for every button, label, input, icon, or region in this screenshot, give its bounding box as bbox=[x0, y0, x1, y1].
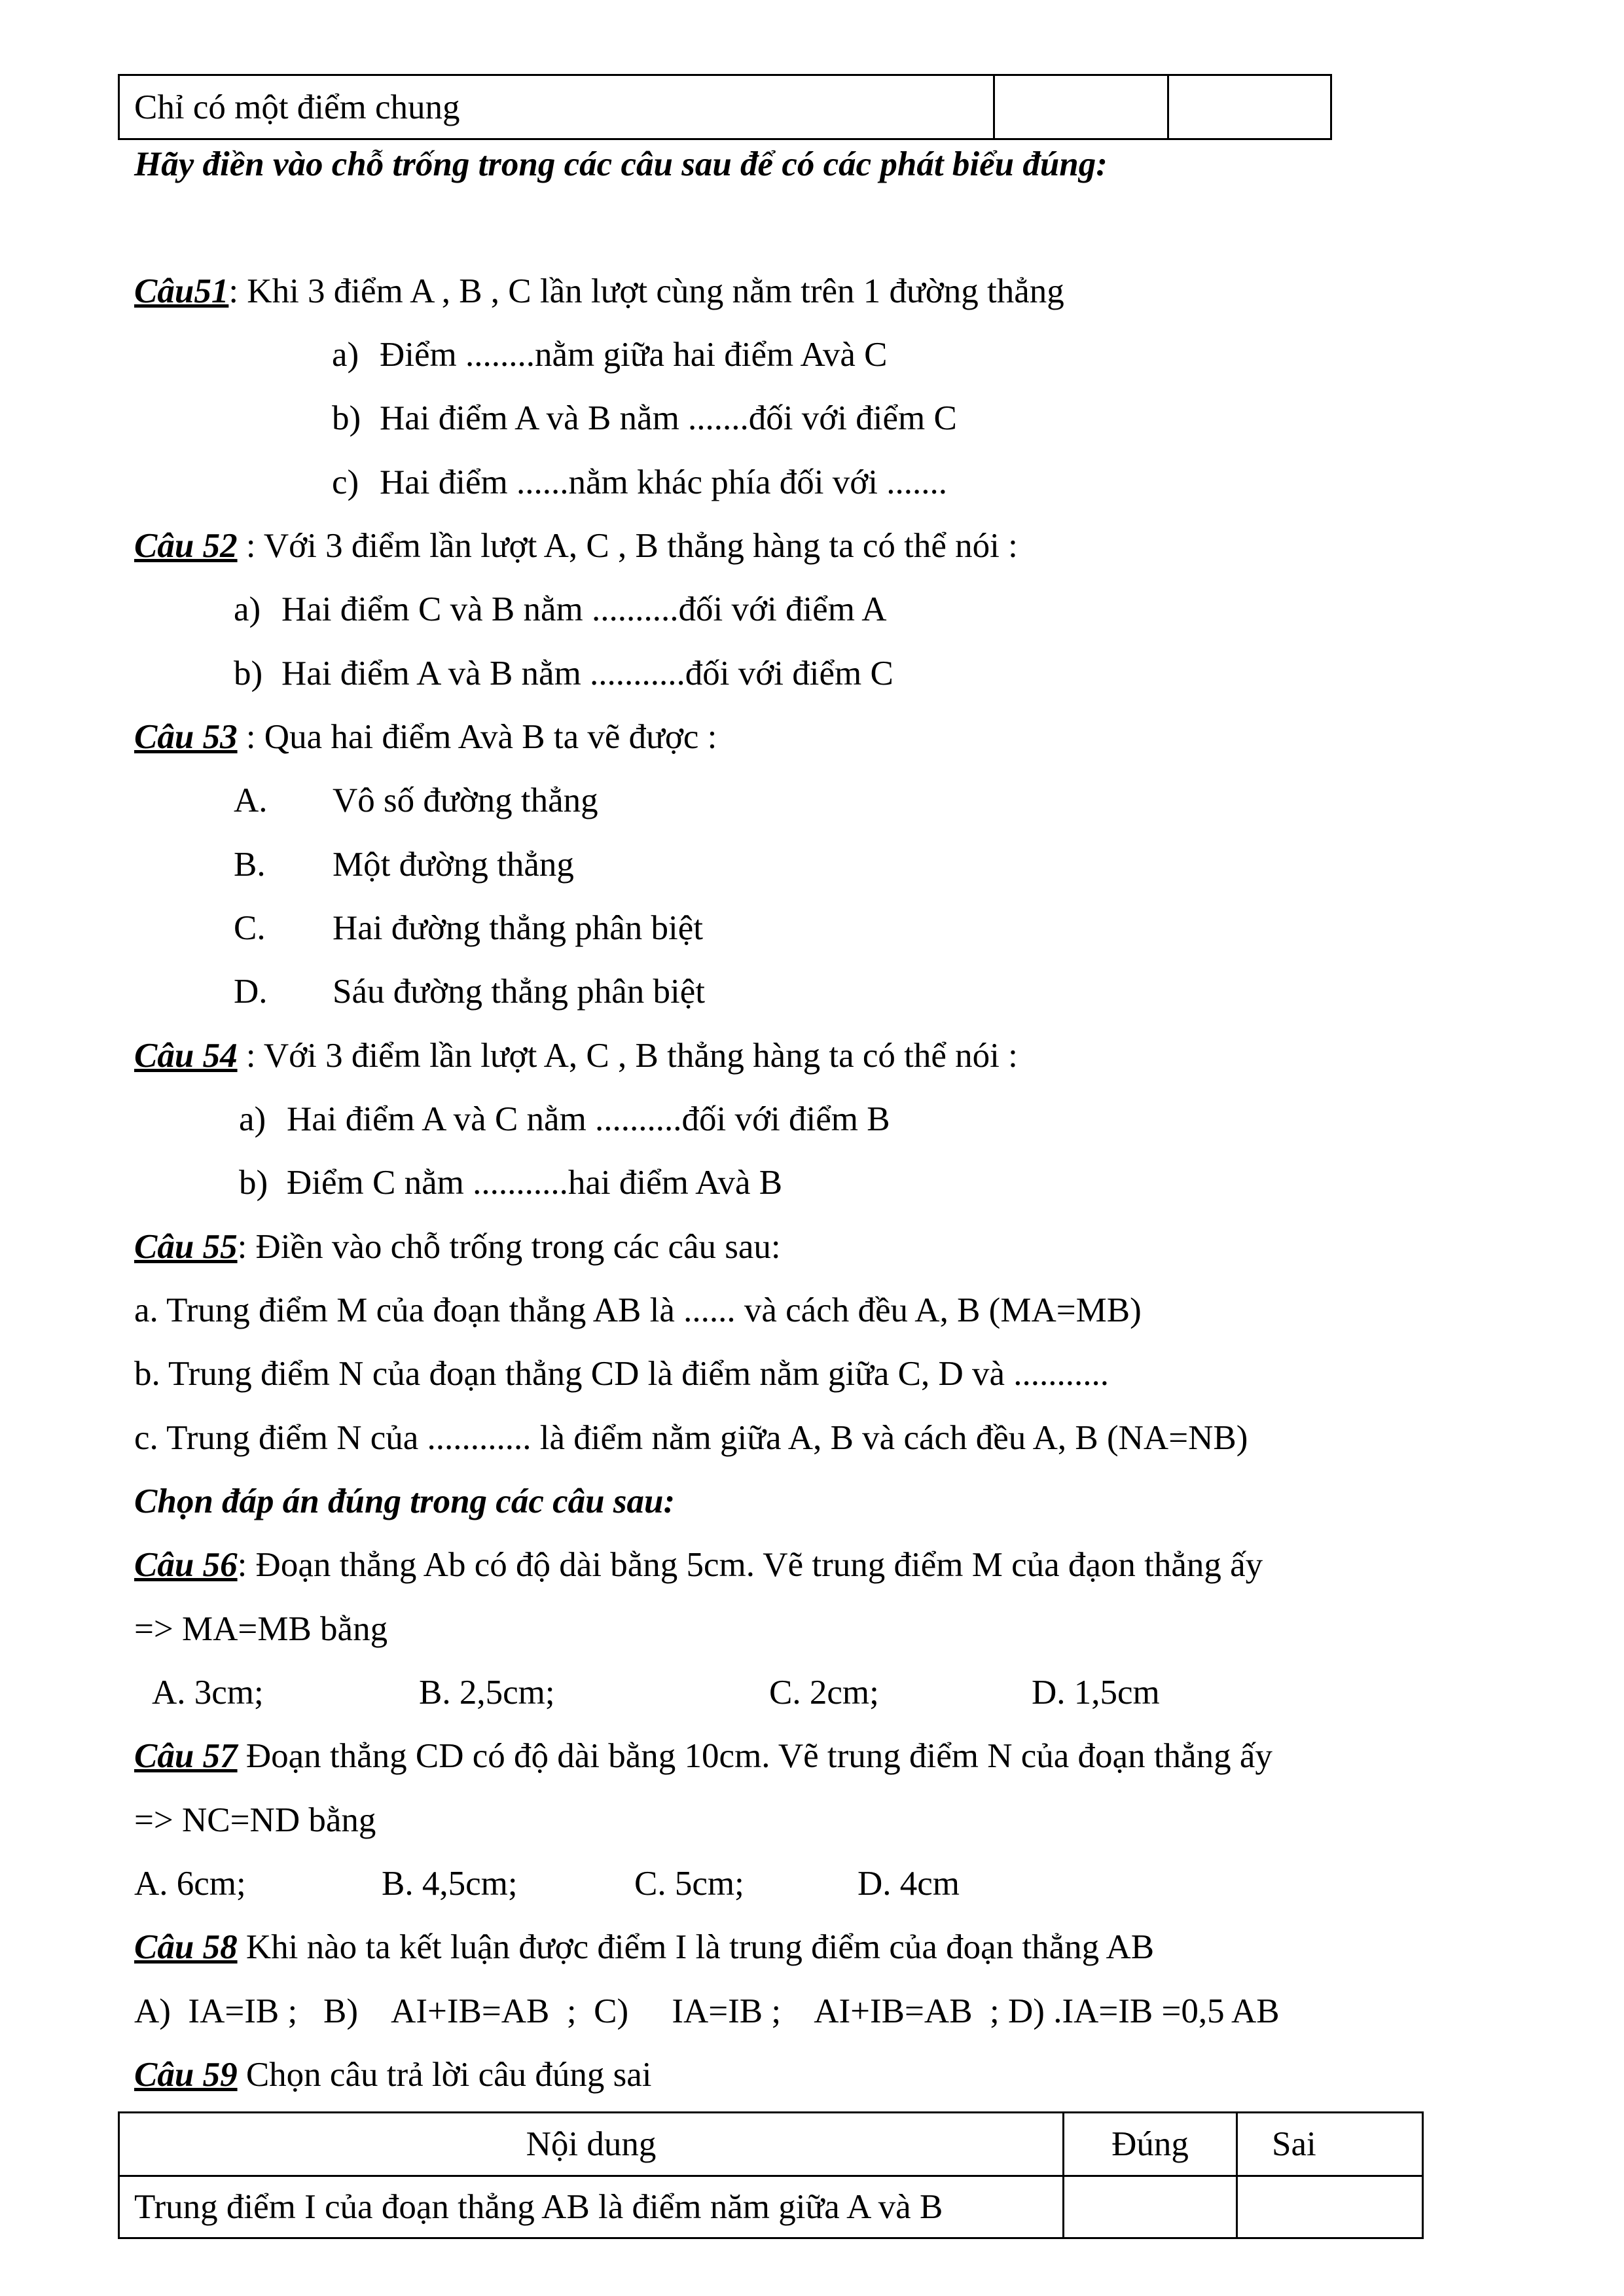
question-stem: : Đoạn thẳng Ab có độ dài bằng 5cm. Vẽ trung điểm M của đạon thẳng ấy bbox=[237, 1546, 1263, 1584]
question-stem-continued: => NC=ND bằng bbox=[134, 1801, 376, 1839]
question-label: Câu 54 bbox=[134, 1037, 238, 1075]
question-56 bbox=[134, 1548, 1263, 1583]
item-letter: a) bbox=[332, 336, 359, 374]
table-cell-true bbox=[994, 75, 1168, 139]
table-cell-false bbox=[1168, 75, 1331, 139]
option-letter: A. bbox=[234, 781, 268, 819]
question-stem-continued: => MA=MB bằng bbox=[134, 1610, 388, 1648]
question-label: Câu 58 bbox=[134, 1928, 238, 1966]
list-item bbox=[239, 1164, 783, 1202]
answer-option: B. 4,5cm; bbox=[382, 1865, 518, 1903]
question-label: Câu 56 bbox=[134, 1546, 238, 1584]
question-55 bbox=[134, 1230, 781, 1265]
list-item bbox=[239, 1100, 890, 1138]
question-stem: : Với 3 điểm lần lượt A, C , B thẳng hàng ta có thể nói : bbox=[237, 1037, 1018, 1075]
table-header-row bbox=[119, 2113, 1423, 2176]
question-label: Câu 59 bbox=[134, 2056, 238, 2094]
question-58 bbox=[134, 1930, 1154, 1965]
answer-option: D. 4cm bbox=[857, 1865, 960, 1903]
fill-line: a. Trung điểm M của đoạn thẳng AB là ...... và cách đều A, B (MA=MB) bbox=[134, 1291, 1142, 1329]
option-text: Vô số đường thẳng bbox=[333, 781, 598, 819]
section-heading-fill: Hãy điền vào chỗ trống trong các câu sau để có các phát biểu đúng: bbox=[134, 145, 1108, 183]
answer-option: B. 2,5cm; bbox=[419, 1674, 555, 1712]
list-item bbox=[234, 655, 893, 692]
question-label: Câu51 bbox=[134, 272, 229, 310]
column-header-true: Đúng bbox=[1064, 2113, 1237, 2176]
fill-line: b. Trung điểm N của đoạn thẳng CD là điểm nằm giữa C, D và ........... bbox=[134, 1355, 1109, 1393]
question-label: Câu 55 bbox=[134, 1228, 238, 1266]
option-text: Hai đường thẳng phân biệt bbox=[333, 909, 704, 947]
section-heading-choose: Chọn đáp án đúng trong các câu sau: bbox=[134, 1482, 676, 1520]
question-59 bbox=[134, 2058, 652, 2092]
list-item bbox=[332, 399, 957, 437]
question-label: Câu 53 bbox=[134, 718, 238, 756]
table-cell-content bbox=[119, 75, 994, 139]
item-text: Điểm C nằm ...........hai điểm Avà B bbox=[287, 1164, 783, 1202]
item-text: Hai điểm A và B nằm ...........đối với điểm C bbox=[281, 655, 893, 692]
question-54 bbox=[134, 1039, 1018, 1073]
question-stem: : Qua hai điểm Avà B ta vẽ được : bbox=[237, 718, 717, 756]
question-label: Câu 52 bbox=[134, 527, 238, 565]
answer-options-line: A) IA=IB ; B) AI+IB=AB ; C) IA=IB ; AI+IB=AB ; D) .IA=IB =0,5 AB bbox=[134, 1992, 1280, 2030]
fill-line: c. Trung điểm N của ............ là điểm nằm giữa A, B và cách đều A, B (NA=NB) bbox=[134, 1419, 1248, 1457]
list-item bbox=[332, 463, 948, 501]
table-cell-text: Chỉ có một điểm chung bbox=[134, 88, 460, 126]
item-letter: a) bbox=[234, 590, 261, 628]
item-text: Hai điểm A và C nằm ..........đối với điểm B bbox=[287, 1100, 890, 1138]
item-letter: b) bbox=[332, 399, 361, 437]
table-cell-false bbox=[1237, 2176, 1423, 2238]
question-label: Câu 57 bbox=[134, 1737, 238, 1775]
list-item bbox=[332, 336, 888, 374]
answer-option: C. 2cm; bbox=[769, 1674, 879, 1712]
question-57 bbox=[134, 1739, 1272, 1774]
table-row bbox=[119, 2176, 1423, 2238]
item-letter: c) bbox=[332, 463, 359, 501]
item-text: Hai điểm A và B nằm .......đối với điểm C bbox=[380, 399, 957, 437]
item-letter: a) bbox=[239, 1100, 266, 1138]
question-53 bbox=[134, 720, 717, 755]
item-text: Hai điểm C và B nằm ..........đối với điểm A bbox=[281, 590, 887, 628]
table-row bbox=[119, 75, 1331, 139]
answer-option: A. 6cm; bbox=[134, 1865, 246, 1903]
item-text: Điểm ........nằm giữa hai điểm Avà C bbox=[380, 336, 888, 374]
table-cell-true bbox=[1064, 2176, 1237, 2238]
question-stem: : Khi 3 điểm A , B , C lần lượt cùng nằm trên 1 đường thẳng bbox=[228, 272, 1064, 310]
item-letter: b) bbox=[234, 655, 263, 692]
column-header-false: Sai bbox=[1237, 2113, 1423, 2176]
item-letter: b) bbox=[239, 1164, 268, 1202]
answer-option bbox=[234, 781, 598, 819]
question-stem: : Điền vào chỗ trống trong các câu sau: bbox=[237, 1228, 781, 1266]
true-false-table bbox=[118, 2111, 1424, 2239]
answer-option: A. 3cm; bbox=[152, 1674, 264, 1712]
column-header-content: Nội dung bbox=[119, 2113, 1064, 2176]
question-stem: Khi nào ta kết luận được điểm I là trung điểm của đoạn thẳng AB bbox=[237, 1928, 1155, 1966]
question-stem: Đoạn thẳng CD có độ dài bằng 10cm. Vẽ trung điểm N của đoạn thẳng ấy bbox=[237, 1737, 1272, 1775]
question-stem: Chọn câu trả lời câu đúng sai bbox=[237, 2056, 652, 2094]
question-52 bbox=[134, 529, 1018, 564]
question-51 bbox=[134, 274, 1064, 309]
top-table bbox=[118, 74, 1332, 140]
option-letter: B. bbox=[234, 846, 266, 884]
answer-option bbox=[234, 846, 574, 884]
option-letter: C. bbox=[234, 909, 266, 947]
option-text: Sáu đường thẳng phân biệt bbox=[333, 973, 705, 1011]
answer-option bbox=[234, 909, 704, 947]
question-stem: : Với 3 điểm lần lượt A, C , B thẳng hàng ta có thể nói : bbox=[237, 527, 1018, 565]
answer-option: C. 5cm; bbox=[634, 1865, 744, 1903]
answer-option: D. 1,5cm bbox=[1032, 1674, 1160, 1712]
option-text: Một đường thẳng bbox=[333, 846, 574, 884]
list-item bbox=[234, 590, 887, 628]
answer-option bbox=[234, 973, 705, 1011]
table-cell-content: Trung điểm I của đoạn thẳng AB là điểm năm giữa A và B bbox=[119, 2176, 1064, 2238]
option-letter: D. bbox=[234, 973, 268, 1011]
item-text: Hai điểm ......nằm khác phía đối với ....... bbox=[380, 463, 948, 501]
